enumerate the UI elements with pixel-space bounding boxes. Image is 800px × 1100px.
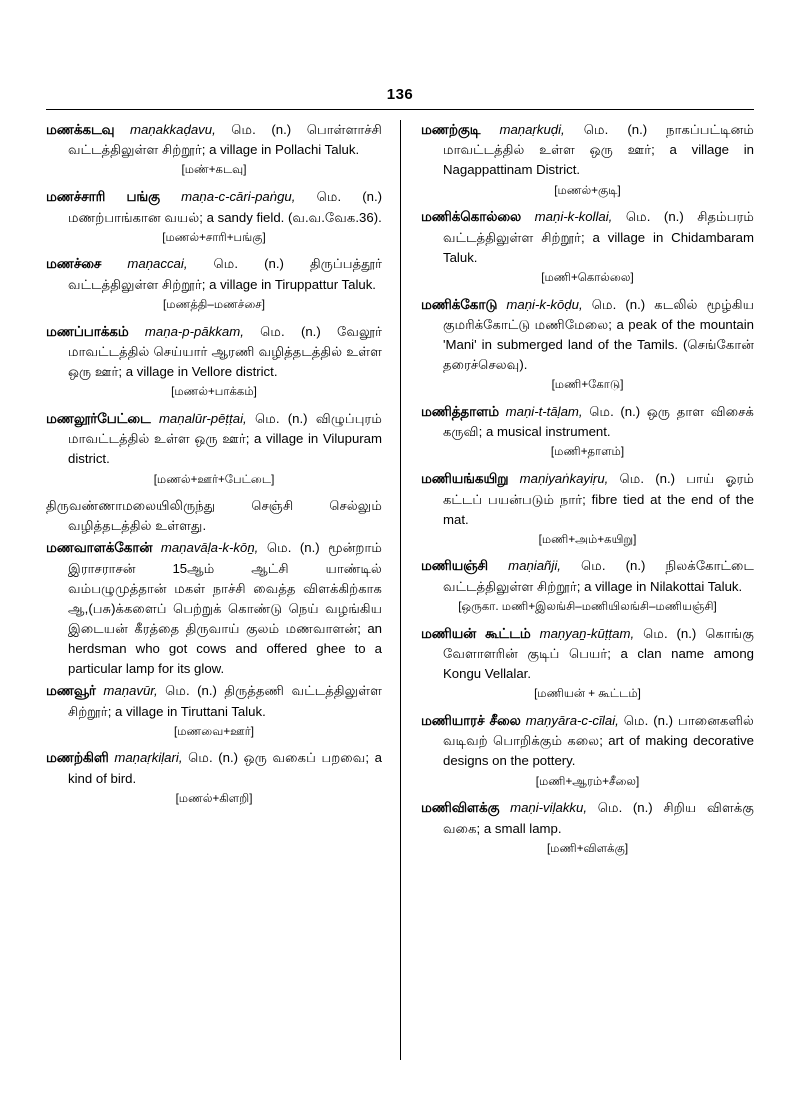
entry-definition: மெ. (n.) ஒரு வகைப் பறவை; a kind of bird. bbox=[68, 750, 383, 786]
entry-transliteration: maṇiañji, bbox=[508, 558, 561, 574]
dictionary-entry bbox=[46, 681, 382, 740]
dictionary-entry bbox=[421, 207, 754, 286]
entry-text bbox=[46, 409, 382, 470]
entry-definition: மெ. (n.) மூன்றாம் இராசராசன் 15ஆம் ஆட்சி யாண்டில் வம்பழுமுத்தான் மகள் நாச்சி வைத்த விளக்கிற்காக ஆ,(பசு)க்களைப் பெற்றுக் கொண்டு நெய் வழங்கிய இடையன் கீரத்தை திருவாய் குலம் மணவாளன்; an herdsman who got cows and offered ghee to a particular lamp for its glow. bbox=[68, 540, 382, 677]
dictionary-entry bbox=[421, 711, 754, 790]
dictionary-entry bbox=[421, 624, 754, 703]
entry-transliteration: maṇi-viḷakku, bbox=[510, 800, 588, 816]
entry-headword: மணற்கிளி bbox=[46, 750, 109, 766]
entry-headword: மணிக்கொல்லை bbox=[421, 209, 522, 225]
dictionary-entry bbox=[46, 748, 382, 807]
entry-etymology: [மணி+தாளம்] bbox=[550, 445, 625, 459]
entry-etymology: [மணல்+ஊர்+பேட்டை] bbox=[153, 472, 275, 486]
entry-headword: மணியாரச் சீலை bbox=[421, 713, 521, 729]
entry-headword: மணித்தாளம் bbox=[421, 403, 499, 419]
entry-definition: மெ. (n.) சிறிய விளக்கு வகை; a small lamp. bbox=[443, 800, 754, 836]
entry-definition: மெ. (n.) சிதம்பரம் வட்டத்திலுள்ள சிற்றூர்; a village in Chidambaram Taluk. bbox=[443, 209, 754, 265]
entry-definition: மெ. (n.) ஒரு தாள விசைக் கருவி; a musical instrument. bbox=[443, 403, 754, 440]
entry-text bbox=[421, 556, 754, 596]
page-number: 136 bbox=[386, 86, 414, 103]
entry-transliteration: maṇa-c-cāri-paṅgu, bbox=[181, 189, 296, 205]
entry-text bbox=[46, 681, 382, 721]
entry-transliteration: maṇyāra-c-cīlai, bbox=[525, 713, 619, 729]
entry-headword: மணியன் கூட்டம் bbox=[421, 625, 531, 641]
entry-headword: மணியஞ்சி bbox=[421, 558, 489, 574]
entry-text bbox=[46, 748, 382, 788]
entry-text bbox=[421, 120, 754, 181]
entry-definition: மெ. (n.) நிலக்கோட்டை வட்டத்திலுள்ள சிற்றூர்; a village in Nilakottai Taluk. bbox=[443, 558, 754, 594]
two-column-body bbox=[46, 110, 754, 1060]
dictionary-entry bbox=[421, 120, 754, 199]
entry-etymology: [மணல்+சாரி+பங்கு] bbox=[162, 230, 266, 244]
entry-transliteration: maṇa-p-pākkam, bbox=[144, 323, 244, 339]
entry-etymology: [மணி+அம்+கயிறு] bbox=[538, 532, 637, 546]
entry-etymology: [மணல்+கிளறி] bbox=[175, 791, 253, 805]
entry-etymology: [மணி+கொல்லை] bbox=[541, 270, 634, 284]
entry-transliteration: maṇakkaḍavu, bbox=[129, 122, 216, 137]
entry-text bbox=[421, 711, 754, 772]
right-column bbox=[400, 120, 754, 1060]
entry-headword: மணச்சை bbox=[46, 256, 102, 272]
entry-etymology: [மணத்தி–மணச்சை] bbox=[163, 297, 265, 311]
dictionary-entry bbox=[46, 120, 382, 179]
entry-headword: மணிவிளக்கு bbox=[421, 800, 500, 816]
dictionary-entry bbox=[46, 538, 382, 679]
entry-definition: மெ. (n.) பானைகளில் வடிவற் பொறிக்கும் கலை; art of making decorative designs on the pottery. bbox=[443, 713, 754, 769]
dictionary-entry bbox=[421, 556, 754, 615]
entry-headword: மணக்கடவு bbox=[46, 122, 115, 137]
entry-text bbox=[46, 187, 382, 227]
entry-transliteration: maṇi-t-tāḷam, bbox=[505, 403, 583, 419]
entry-etymology: [மணல்+குடி] bbox=[554, 183, 621, 197]
entry-transliteration: maṇalūr-pēṭṭai, bbox=[158, 411, 247, 426]
entry-transliteration: maṇaṛkiḷari, bbox=[114, 750, 183, 766]
entry-transliteration: maṇi-k-kollai, bbox=[534, 209, 613, 225]
entry-definition: மெ. (n.) வேலூர் மாவட்டத்தில் செய்யார் ஆரணி வழித்தடத்தில் உள்ள ஒரு ஊர்; a village in Vellore district. bbox=[68, 323, 382, 380]
dictionary-entry bbox=[46, 322, 382, 401]
dictionary-note bbox=[46, 496, 382, 536]
entry-text bbox=[46, 120, 382, 160]
entry-etymology: [மணி+ஆரம்+சீலை] bbox=[535, 774, 640, 788]
entry-definition: மெ. (n.) பொள்ளாச்சி வட்டத்திலுள்ள சிற்றூர்; a village in Pollachi Taluk. bbox=[68, 122, 382, 158]
entry-headword: மணச்சாரி பங்கு bbox=[46, 189, 160, 205]
entry-text bbox=[421, 207, 754, 268]
entry-text bbox=[421, 798, 754, 838]
entry-text bbox=[46, 254, 382, 294]
dictionary-entry bbox=[421, 798, 754, 857]
dictionary-entry bbox=[46, 254, 382, 313]
entry-etymology: [மணியன் + கூட்டம்] bbox=[534, 687, 641, 701]
entry-headword: மணவாளக்கோன் bbox=[46, 540, 153, 556]
dictionary-entry bbox=[421, 469, 754, 548]
entry-transliteration: maṇyaṉ-kūṭṭam, bbox=[539, 625, 635, 641]
entry-etymology: [மணவை+ஊர்] bbox=[173, 724, 254, 738]
dictionary-entry bbox=[421, 295, 754, 394]
entry-text bbox=[46, 322, 382, 383]
entry-text bbox=[421, 402, 754, 442]
entry-headword: மணப்பாக்கம் bbox=[46, 323, 129, 339]
entry-transliteration: maṇavāḷa-k-kōṉ, bbox=[160, 540, 259, 556]
entry-transliteration: maṇi-k-kōḍu, bbox=[506, 296, 583, 312]
entry-headword: மணலூர்பேட்டை bbox=[46, 411, 151, 426]
entry-definition: மெ. (n.) பாய் ஓரம் கட்டப் பயன்படும் நார்; fibre tied at the end of the mat. bbox=[443, 471, 754, 527]
entry-text bbox=[421, 295, 754, 376]
entry-definition: மெ. (n.) கடலில் மூழ்கிய குமரிக்கோட்டு மணிமேலை; a peak of the mountain 'Mani' in submerged land of the Tamils. (செங்கோன் தரைச்செலவு). bbox=[443, 296, 754, 373]
entry-etymology: [மணி+கோடு] bbox=[551, 378, 624, 392]
entry-headword: மணியங்கயிறு bbox=[421, 471, 509, 487]
entry-definition: மெ. (n.) கொங்கு வேளாளரின் குடிப் பெயர்; a clan name among Kongu Vellalar. bbox=[443, 625, 754, 682]
entry-headword: மணவூர் bbox=[46, 683, 96, 699]
dictionary-entry bbox=[46, 187, 382, 246]
entry-transliteration: maṇiyaṅkayiṛu, bbox=[519, 471, 609, 487]
entry-etymology: [மணல்+பாக்கம்] bbox=[171, 385, 257, 399]
entry-transliteration: maṇaccai, bbox=[127, 256, 188, 272]
entry-etymology: [மணி+விளக்கு] bbox=[546, 841, 629, 855]
dictionary-entry bbox=[421, 402, 754, 461]
note-text: திருவண்ணாமலையிலிருந்து செஞ்சி செல்லும் வழித்தடத்தில் உள்ளது. bbox=[46, 498, 382, 534]
entry-text bbox=[421, 469, 754, 530]
entry-definition: மெ. (n.) நாகப்பட்டினம் மாவட்டத்தில் உள்ள ஒரு ஊர்; a village in Nagappattinam District. bbox=[443, 122, 754, 178]
entry-etymology: [மண்+கடவு] bbox=[181, 163, 247, 177]
entry-definition: மெ. (n.) மணற்பாங்கான வயல்; a sandy field. (வ.வ.வேக.36). bbox=[68, 189, 382, 225]
entry-etymology: [ஒருகா. மணி+இலங்சி–மணியிலங்சி–மணியஞ்சி] bbox=[458, 599, 717, 613]
entry-headword: மணற்குடி bbox=[421, 122, 481, 137]
entry-transliteration: maṇaṛkuḍi, bbox=[499, 122, 565, 137]
left-column bbox=[46, 120, 400, 1060]
entry-definition: மெ. (n.) விழுப்புரம் மாவட்டத்தில் உள்ள ஒரு ஊர்; a village in Vilupuram district. bbox=[68, 411, 382, 467]
entry-headword: மணிக்கோடு bbox=[421, 296, 498, 312]
entry-definition: மெ. (n.) திருத்தணி வட்டத்திலுள்ள சிற்றூர்; a village in Tiruttani Taluk. bbox=[68, 683, 383, 719]
entry-text bbox=[46, 538, 382, 679]
entry-definition: மெ. (n.) திருப்பத்தூர் வட்டத்திலுள்ள சிற்றூர்; a village in Tiruppattur Taluk. bbox=[68, 256, 382, 292]
entry-text bbox=[421, 624, 754, 685]
entry-transliteration: maṇavūr, bbox=[103, 683, 158, 699]
dictionary-entry bbox=[46, 409, 382, 488]
